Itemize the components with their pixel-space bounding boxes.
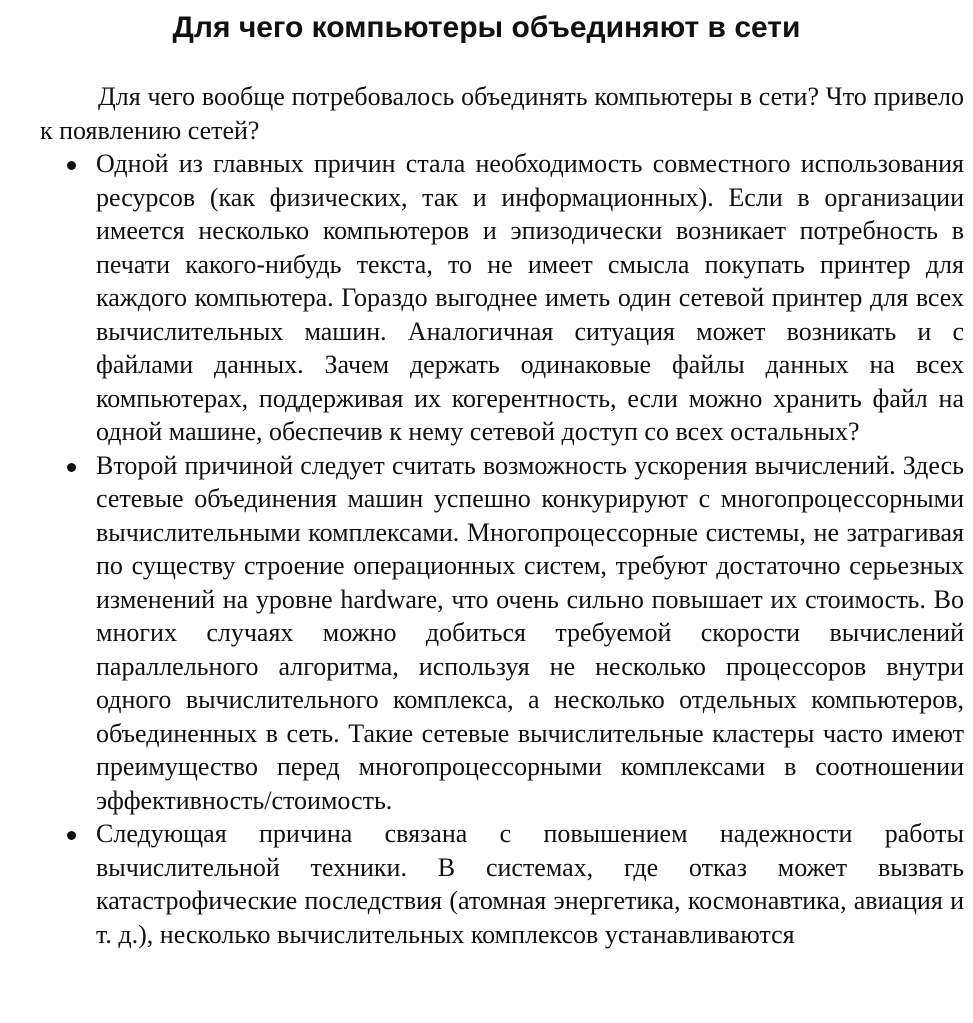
bullet-icon — [67, 831, 76, 840]
list-item-text: Одной из главных причин стала необходимость совместного использования ресурсов (как физических, так и информационных). Если в организации имеется несколько компьютеров и эпизодически возникает потребность в печати какого-нибудь текста, то не имеет смысла покупать принтер для каждого компьютера. Гораздо выгоднее иметь один сетевой принтер для всех вычислительных машин. Аналогичная ситуация может возникать и с файлами данных. Зачем держать одинаковые файлы данных на всех компьютерах, поддерживая их когерентность, если можно хранить файл на одной машине, обеспечив к нему сетевой доступ со всех остальных? — [96, 149, 964, 446]
list-item-text: Второй причиной следует считать возможность ускорения вычислений. Здесь сетевые объединения машин успешно конкурируют с многопроцессорными вычислительными комплексами. Многопроцессорные системы, не затрагивая по существу строение операционных систем, требуют достаточно серьезных изменений на уровне hardware, что очень сильно повышает их стоимость. Во многих случаях можно добиться требуемой скорости вычислений параллельного алгоритма, используя не несколько процессоров внутри одного вычислительного комплекса, а несколько отдельных компьютеров, объединенных в сеть. Такие сетевые вычислительные кластеры часто имеют преимущество перед многопроцессорными комплексами в соотношении эффективность/стоимость. — [96, 450, 964, 815]
page-title: Для чего компьютеры объединяют в сети — [172, 11, 801, 44]
bullet-icon — [67, 161, 76, 170]
list-item — [96, 817, 964, 951]
reasons-list — [96, 147, 964, 951]
list-item — [96, 449, 964, 818]
intro-paragraph: Для чего вообще потребовалось объединять компьютеры в сети? Что привело к появлению сетей? — [40, 82, 964, 145]
bullet-icon — [67, 463, 76, 472]
list-item — [96, 147, 964, 449]
list-item-text: Следующая причина связана с повышением надежности работы вычислительной техники. В системах, где отказ может вызвать катастрофические последствия (атомная энергетика, космонавтика, авиация и т. д.), несколько вычислительных комплексов устанавливаются — [96, 819, 964, 949]
